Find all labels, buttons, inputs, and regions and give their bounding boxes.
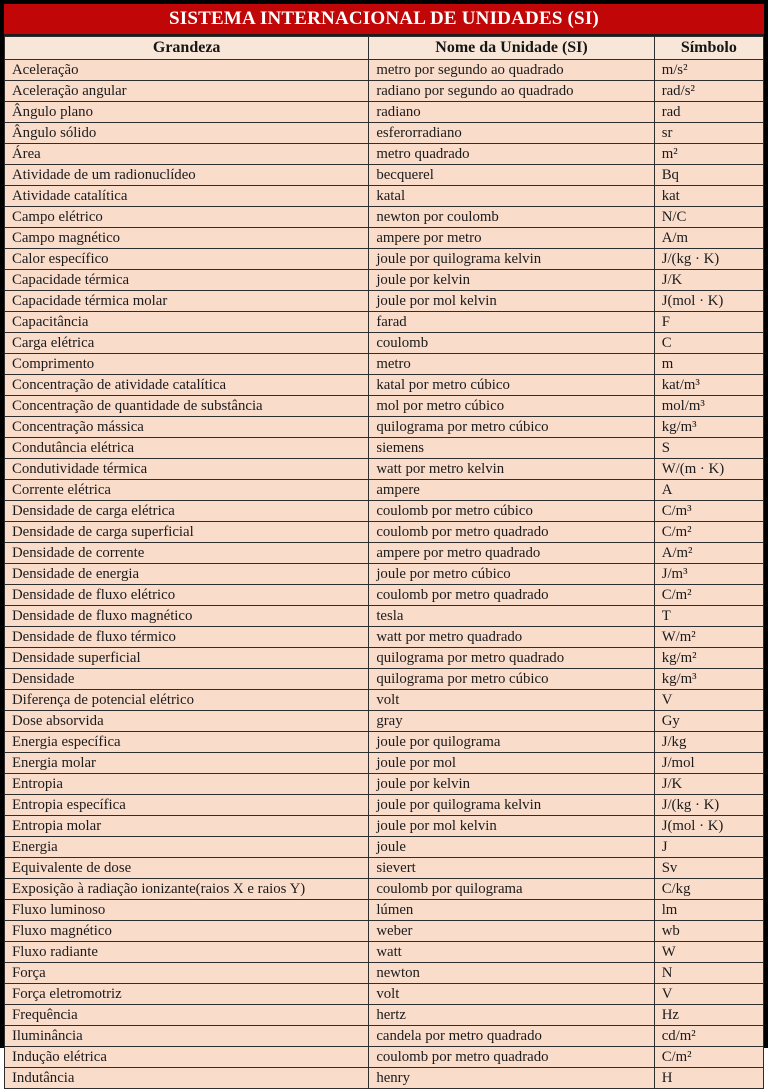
simbolo-cell: cd/m² (654, 1026, 763, 1047)
table-row (5, 501, 764, 522)
simbolo-cell: C/m² (654, 585, 763, 606)
grandeza-cell: Área (5, 144, 369, 165)
table-row (5, 669, 764, 690)
table-row (5, 816, 764, 837)
table-row (5, 144, 764, 165)
grandeza-cell: Corrente elétrica (5, 480, 369, 501)
grandeza-cell: Calor específico (5, 249, 369, 270)
table-row (5, 879, 764, 900)
unidade-cell: joule (369, 837, 654, 858)
simbolo-cell: mol/m³ (654, 396, 763, 417)
grandeza-cell: Atividade de um radionuclídeo (5, 165, 369, 186)
simbolo-cell: J/mol (654, 753, 763, 774)
table-row (5, 627, 764, 648)
simbolo-cell: kg/m² (654, 648, 763, 669)
unidade-cell: joule por quilograma kelvin (369, 249, 654, 270)
simbolo-cell: J/K (654, 774, 763, 795)
grandeza-cell: Energia molar (5, 753, 369, 774)
column-header-simbolo: Símbolo (654, 37, 763, 60)
simbolo-cell: J/K (654, 270, 763, 291)
table-row (5, 732, 764, 753)
simbolo-cell: Gy (654, 711, 763, 732)
grandeza-cell: Frequência (5, 1005, 369, 1026)
unidade-cell: tesla (369, 606, 654, 627)
simbolo-cell: W/m² (654, 627, 763, 648)
simbolo-cell: T (654, 606, 763, 627)
unidade-cell: coulomb (369, 333, 654, 354)
table-row (5, 270, 764, 291)
table-row (5, 354, 764, 375)
simbolo-cell: J/(kg · K) (654, 795, 763, 816)
table-row (5, 543, 764, 564)
table-row (5, 774, 764, 795)
grandeza-cell: Capacidade térmica (5, 270, 369, 291)
table-row (5, 81, 764, 102)
table-row (5, 858, 764, 879)
unidade-cell: coulomb por metro quadrado (369, 522, 654, 543)
unidade-cell: katal por metro cúbico (369, 375, 654, 396)
simbolo-cell: J(mol · K) (654, 291, 763, 312)
simbolo-cell: A/m (654, 228, 763, 249)
units-table (4, 36, 764, 1089)
grandeza-cell: Aceleração angular (5, 81, 369, 102)
unidade-cell: weber (369, 921, 654, 942)
unidade-cell: radiano por segundo ao quadrado (369, 81, 654, 102)
unidade-cell: siemens (369, 438, 654, 459)
table-row (5, 312, 764, 333)
grandeza-cell: Indutância (5, 1068, 369, 1089)
simbolo-cell: V (654, 690, 763, 711)
simbolo-cell: Sv (654, 858, 763, 879)
unidade-cell: joule por mol (369, 753, 654, 774)
table-row (5, 165, 764, 186)
table-row (5, 837, 764, 858)
unidade-cell: watt (369, 942, 654, 963)
grandeza-cell: Força (5, 963, 369, 984)
unidade-cell: ampere por metro quadrado (369, 543, 654, 564)
unidade-cell: metro por segundo ao quadrado (369, 60, 654, 81)
grandeza-cell: Densidade de carga superficial (5, 522, 369, 543)
grandeza-cell: Capacidade térmica molar (5, 291, 369, 312)
table-row (5, 1005, 764, 1026)
table-row (5, 963, 764, 984)
simbolo-cell: S (654, 438, 763, 459)
grandeza-cell: Iluminância (5, 1026, 369, 1047)
grandeza-cell: Concentração de atividade catalítica (5, 375, 369, 396)
simbolo-cell: m (654, 354, 763, 375)
simbolo-cell: kg/m³ (654, 669, 763, 690)
table-row (5, 396, 764, 417)
simbolo-cell: F (654, 312, 763, 333)
simbolo-cell: rad/s² (654, 81, 763, 102)
grandeza-cell: Atividade catalítica (5, 186, 369, 207)
unidade-cell: joule por mol kelvin (369, 291, 654, 312)
simbolo-cell: N (654, 963, 763, 984)
grandeza-cell: Comprimento (5, 354, 369, 375)
table-row (5, 648, 764, 669)
table-row (5, 795, 764, 816)
simbolo-cell: C/kg (654, 879, 763, 900)
grandeza-cell: Campo magnético (5, 228, 369, 249)
table-row (5, 921, 764, 942)
table-row (5, 585, 764, 606)
grandeza-cell: Densidade de fluxo magnético (5, 606, 369, 627)
table-row (5, 333, 764, 354)
grandeza-cell: Exposição à radiação ionizante(raios X e raios Y) (5, 879, 369, 900)
unidade-cell: mol por metro cúbico (369, 396, 654, 417)
table-row (5, 291, 764, 312)
unidade-cell: joule por quilograma (369, 732, 654, 753)
simbolo-cell: sr (654, 123, 763, 144)
grandeza-cell: Ângulo plano (5, 102, 369, 123)
table-row (5, 207, 764, 228)
simbolo-cell: W/(m · K) (654, 459, 763, 480)
grandeza-cell: Concentração mássica (5, 417, 369, 438)
grandeza-cell: Densidade de energia (5, 564, 369, 585)
grandeza-cell: Força eletromotriz (5, 984, 369, 1005)
table-row (5, 228, 764, 249)
unidade-cell: coulomb por metro quadrado (369, 585, 654, 606)
grandeza-cell: Fluxo luminoso (5, 900, 369, 921)
table-row (5, 753, 764, 774)
grandeza-cell: Concentração de quantidade de substância (5, 396, 369, 417)
simbolo-cell: N/C (654, 207, 763, 228)
unidade-cell: joule por kelvin (369, 270, 654, 291)
grandeza-cell: Densidade de carga elétrica (5, 501, 369, 522)
simbolo-cell: m² (654, 144, 763, 165)
simbolo-cell: kat/m³ (654, 375, 763, 396)
grandeza-cell: Capacitância (5, 312, 369, 333)
table-row (5, 375, 764, 396)
grandeza-cell: Entropia específica (5, 795, 369, 816)
table-row (5, 480, 764, 501)
unidade-cell: volt (369, 690, 654, 711)
unidade-cell: volt (369, 984, 654, 1005)
grandeza-cell: Densidade de fluxo elétrico (5, 585, 369, 606)
unidade-cell: radiano (369, 102, 654, 123)
unidade-cell: watt por metro quadrado (369, 627, 654, 648)
grandeza-cell: Densidade (5, 669, 369, 690)
simbolo-cell: m/s² (654, 60, 763, 81)
grandeza-cell: Dose absorvida (5, 711, 369, 732)
simbolo-cell: rad (654, 102, 763, 123)
simbolo-cell: wb (654, 921, 763, 942)
unidade-cell: ampere por metro (369, 228, 654, 249)
grandeza-cell: Entropia molar (5, 816, 369, 837)
grandeza-cell: Densidade de corrente (5, 543, 369, 564)
simbolo-cell: J/m³ (654, 564, 763, 585)
table-row (5, 984, 764, 1005)
unidade-cell: newton por coulomb (369, 207, 654, 228)
unidade-cell: quilograma por metro cúbico (369, 669, 654, 690)
unidade-cell: coulomb por metro cúbico (369, 501, 654, 522)
table-row (5, 711, 764, 732)
table-row (5, 438, 764, 459)
table-row (5, 606, 764, 627)
grandeza-cell: Densidade de fluxo térmico (5, 627, 369, 648)
simbolo-cell: W (654, 942, 763, 963)
table-row (5, 123, 764, 144)
grandeza-cell: Campo elétrico (5, 207, 369, 228)
table-row (5, 1026, 764, 1047)
unidade-cell: farad (369, 312, 654, 333)
simbolo-cell: kat (654, 186, 763, 207)
unidade-cell: gray (369, 711, 654, 732)
unidade-cell: metro (369, 354, 654, 375)
grandeza-cell: Equivalente de dose (5, 858, 369, 879)
table-row (5, 249, 764, 270)
simbolo-cell: C (654, 333, 763, 354)
simbolo-cell: C/m² (654, 1047, 763, 1068)
unidade-cell: coulomb por metro quadrado (369, 1047, 654, 1068)
table-row (5, 102, 764, 123)
unidade-cell: esferorradiano (369, 123, 654, 144)
grandeza-cell: Energia específica (5, 732, 369, 753)
table-row (5, 690, 764, 711)
header-row (5, 37, 764, 60)
simbolo-cell: A (654, 480, 763, 501)
unidade-cell: lúmen (369, 900, 654, 921)
grandeza-cell: Energia (5, 837, 369, 858)
table-body (5, 60, 764, 1089)
unidade-cell: candela por metro quadrado (369, 1026, 654, 1047)
grandeza-cell: Entropia (5, 774, 369, 795)
unidade-cell: becquerel (369, 165, 654, 186)
simbolo-cell: Hz (654, 1005, 763, 1026)
grandeza-cell: Diferença de potencial elétrico (5, 690, 369, 711)
grandeza-cell: Fluxo magnético (5, 921, 369, 942)
simbolo-cell: H (654, 1068, 763, 1089)
simbolo-cell: kg/m³ (654, 417, 763, 438)
unidade-cell: quilograma por metro quadrado (369, 648, 654, 669)
simbolo-cell: V (654, 984, 763, 1005)
table-row (5, 186, 764, 207)
unidade-cell: quilograma por metro cúbico (369, 417, 654, 438)
table-row (5, 1068, 764, 1089)
unidade-cell: henry (369, 1068, 654, 1089)
unidade-cell: coulomb por quilograma (369, 879, 654, 900)
simbolo-cell: lm (654, 900, 763, 921)
simbolo-cell: C/m³ (654, 501, 763, 522)
table-row (5, 942, 764, 963)
unidade-cell: joule por mol kelvin (369, 816, 654, 837)
unidade-cell: watt por metro kelvin (369, 459, 654, 480)
column-header-nome-da-unidade: Nome da Unidade (SI) (369, 37, 654, 60)
unidade-cell: newton (369, 963, 654, 984)
unidade-cell: metro quadrado (369, 144, 654, 165)
simbolo-cell: J (654, 837, 763, 858)
table-row (5, 900, 764, 921)
table-row (5, 417, 764, 438)
grandeza-cell: Condutância elétrica (5, 438, 369, 459)
unidade-cell: ampere (369, 480, 654, 501)
simbolo-cell: J/(kg · K) (654, 249, 763, 270)
simbolo-cell: A/m² (654, 543, 763, 564)
unidade-cell: sievert (369, 858, 654, 879)
grandeza-cell: Condutividade térmica (5, 459, 369, 480)
grandeza-cell: Ângulo sólido (5, 123, 369, 144)
unidade-cell: joule por metro cúbico (369, 564, 654, 585)
grandeza-cell: Densidade superficial (5, 648, 369, 669)
page-title: SISTEMA INTERNACIONAL DE UNIDADES (SI) (4, 4, 764, 36)
unidade-cell: joule por quilograma kelvin (369, 795, 654, 816)
simbolo-cell: J/kg (654, 732, 763, 753)
simbolo-cell: J(mol · K) (654, 816, 763, 837)
column-header-grandeza: Grandeza (5, 37, 369, 60)
grandeza-cell: Carga elétrica (5, 333, 369, 354)
table-row (5, 564, 764, 585)
grandeza-cell: Indução elétrica (5, 1047, 369, 1068)
table-row (5, 60, 764, 81)
simbolo-cell: Bq (654, 165, 763, 186)
grandeza-cell: Aceleração (5, 60, 369, 81)
grandeza-cell: Fluxo radiante (5, 942, 369, 963)
table-row (5, 459, 764, 480)
unidade-cell: katal (369, 186, 654, 207)
unidade-cell: hertz (369, 1005, 654, 1026)
table-row (5, 522, 764, 543)
table-row (5, 1047, 764, 1068)
unidade-cell: joule por kelvin (369, 774, 654, 795)
simbolo-cell: C/m² (654, 522, 763, 543)
